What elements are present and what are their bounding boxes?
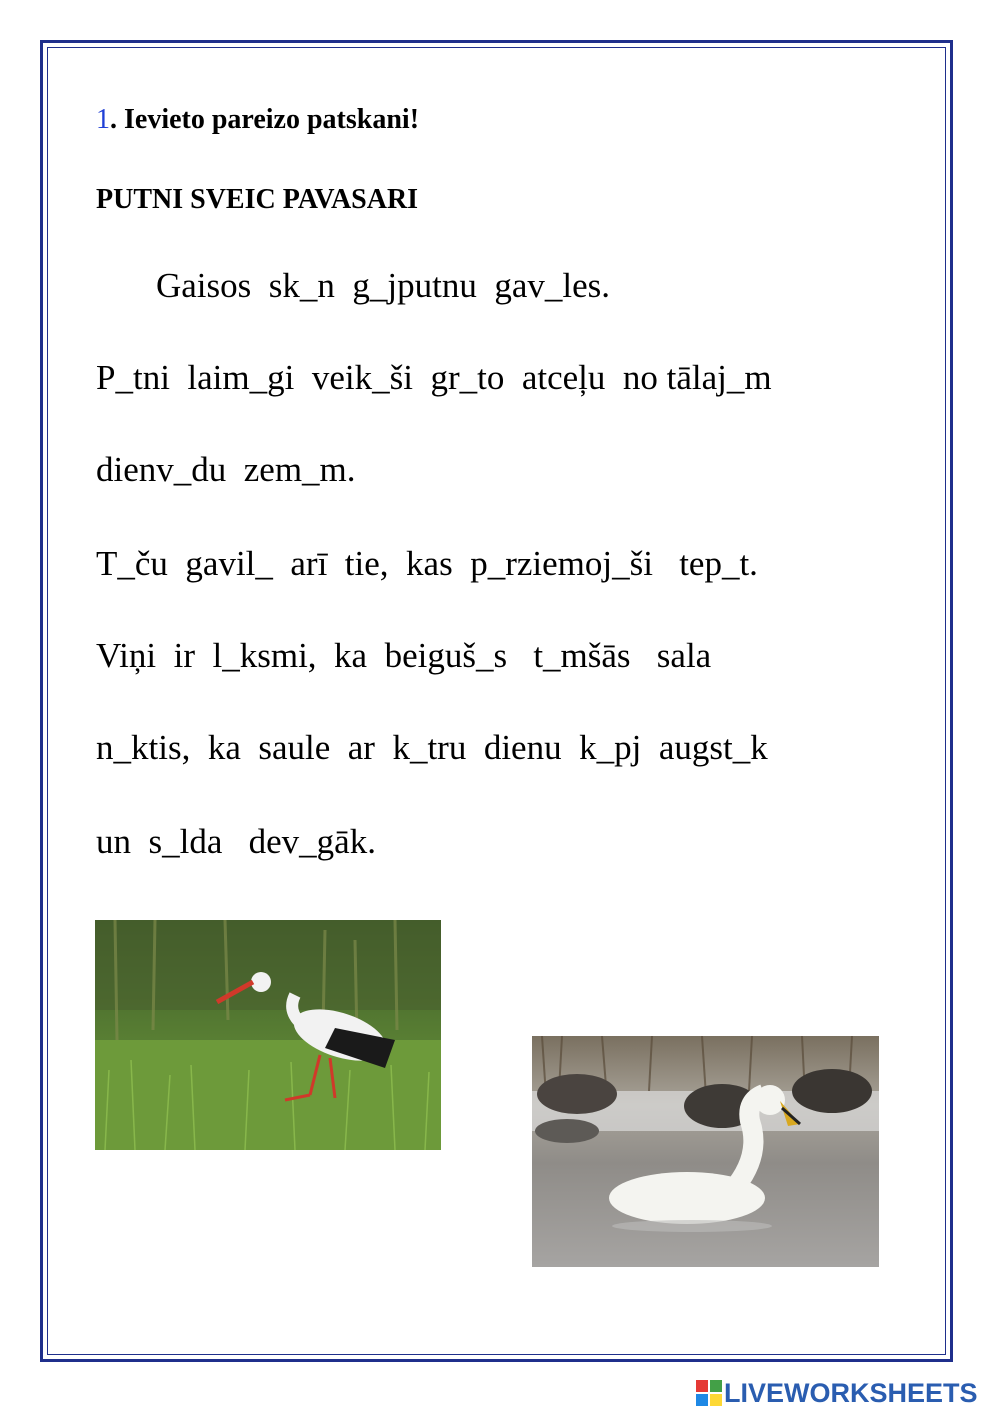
text-line-2: P_tni laim_gi veik_ši gr_to atceļu no tālaj_m	[96, 358, 772, 397]
swan-photo	[532, 1036, 879, 1267]
text-line-7: un s_lda dev_gāk.	[96, 822, 376, 861]
task-heading	[96, 104, 419, 136]
stork-photo	[95, 920, 441, 1150]
task-instruction: . Ievieto pareizo patskani!	[110, 104, 420, 135]
text-line-4: T_ču gavil_ arī tie, kas p_rziemoj_ši tep_t.	[96, 544, 758, 583]
text-line-1: Gaisos sk_n g_jputnu gav_les.	[156, 266, 611, 305]
text-title: PUTNI SVEIC PAVASARI	[96, 184, 419, 215]
task-number: 1	[96, 104, 110, 135]
text-line-3: dienv_du zem_m.	[96, 450, 356, 489]
brand-name: LIVEWORKSHEETS	[724, 1377, 978, 1408]
liveworksheets-icon	[696, 1380, 722, 1406]
liveworksheets-logo	[696, 1378, 978, 1408]
text-line-5: Viņi ir l_ksmi, ka beiguš_s t_mšās sala	[96, 636, 712, 675]
text-line-6: n_ktis, ka saule ar k_tru dienu k_pj augst_k	[96, 728, 768, 767]
